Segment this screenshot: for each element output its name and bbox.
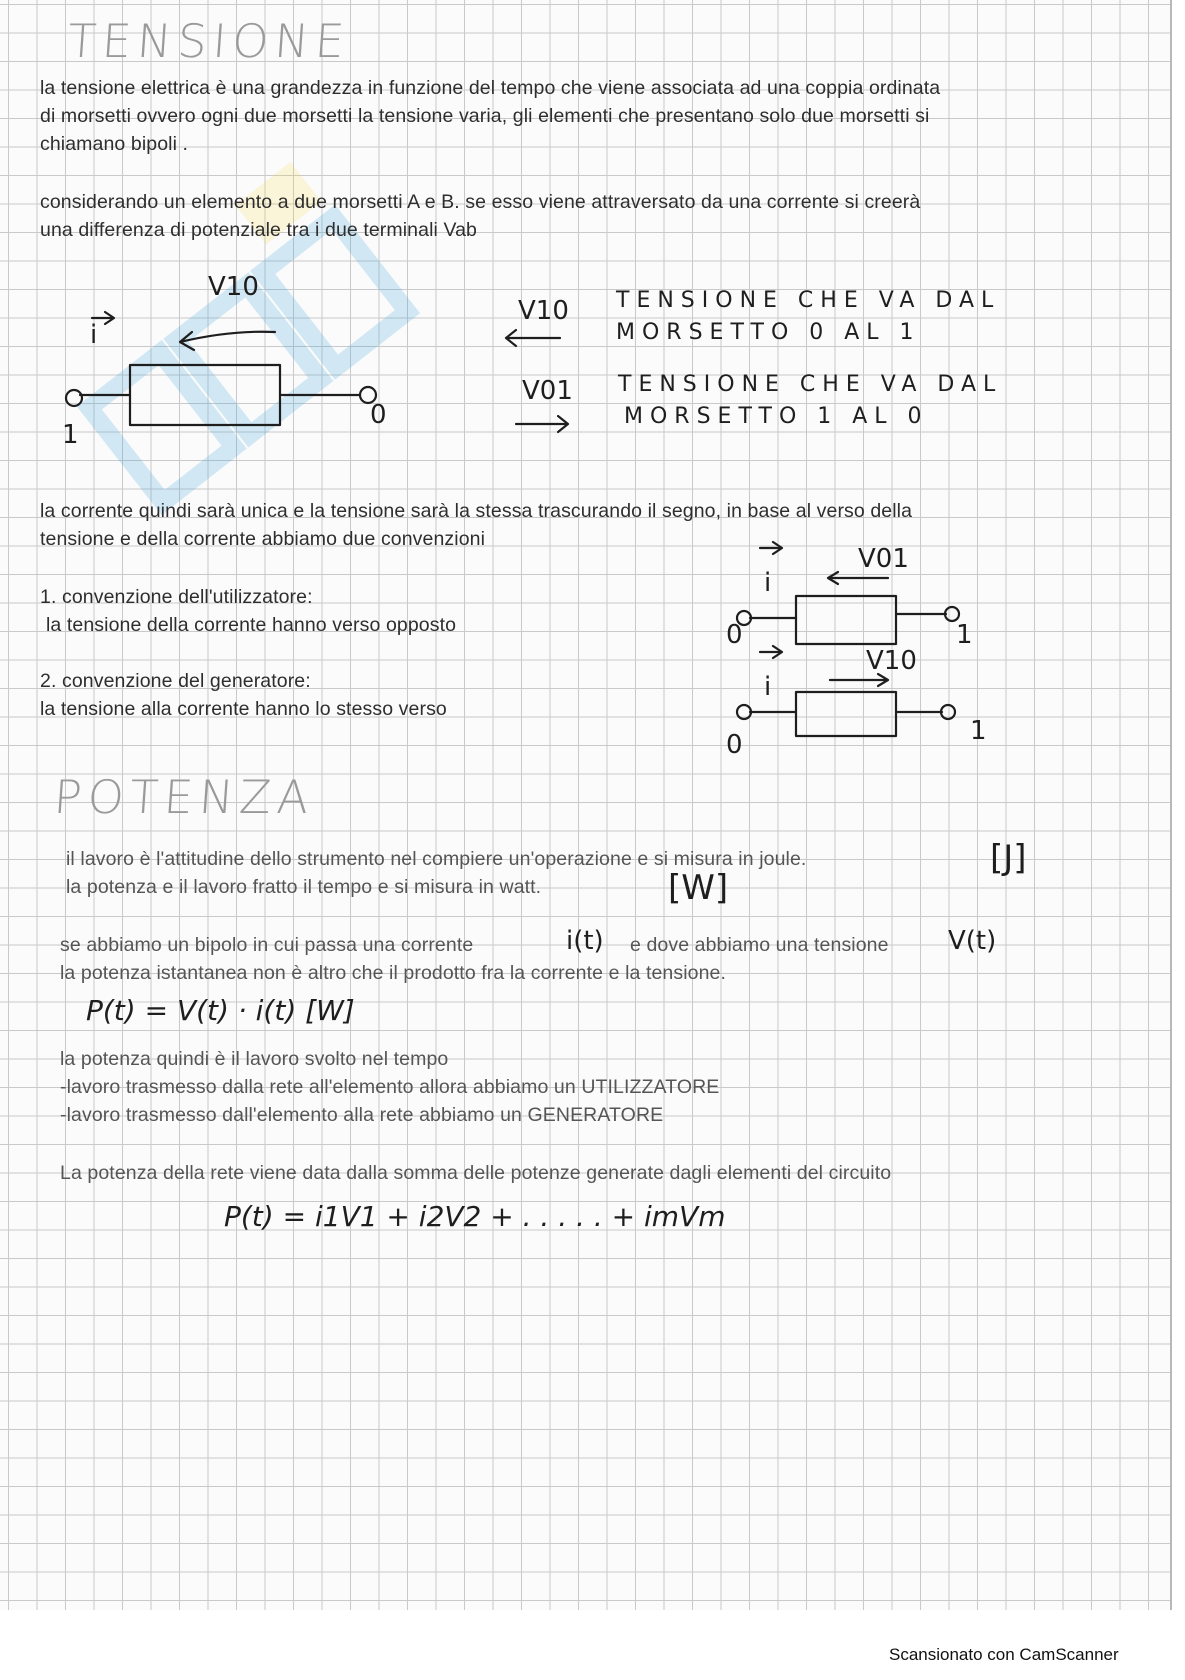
arrow-right-icon bbox=[516, 416, 568, 432]
handwritten-v-t: V(t) bbox=[948, 926, 997, 956]
potenza-line3b: e dove abbiamo una tensione bbox=[630, 934, 889, 956]
diagram-node-1: 1 bbox=[62, 420, 79, 450]
title-tensione: TENSIONE bbox=[66, 14, 352, 68]
note-arrow-right bbox=[510, 408, 580, 438]
sheet-edge bbox=[1170, 0, 1172, 1610]
current-arrow-icon bbox=[760, 646, 782, 658]
left-terminal bbox=[66, 390, 82, 406]
title-potenza: POTENZA bbox=[52, 770, 317, 824]
formula-power: P(t) = V(t) · i(t) [W] bbox=[86, 994, 355, 1027]
tensione-p2-line2: una differenza di potenziale tra i due terminali Vab bbox=[40, 219, 477, 241]
diagram-label-v10: V10 bbox=[208, 272, 259, 302]
conv-label-i-bottom: i bbox=[764, 672, 772, 702]
resistor-box-top bbox=[796, 596, 896, 644]
tensione-p3-line1: la corrente quindi sarà unica e la tensione sarà la stessa trascurando il segno, in base al verso della bbox=[40, 500, 913, 522]
handwritten-i-t: i(t) bbox=[566, 926, 604, 956]
diagram-label-i: i bbox=[90, 320, 98, 350]
potenza-line6: -lavoro trasmesso dalla rete all'elemento allora abbiamo un UTILIZZATORE bbox=[60, 1076, 720, 1098]
conv2-text: la tensione alla corrente hanno lo stesso verso bbox=[40, 698, 447, 720]
tensione-p1-line1: la tensione elettrica è una grandezza in funzione del tempo che viene associata ad una coppia ordinata bbox=[40, 77, 941, 99]
unit-watt: [W] bbox=[668, 868, 729, 908]
conv-node-1-top: 1 bbox=[956, 620, 973, 650]
tensione-p2-line1: considerando un elemento a due morsetti A e B. se esso viene attraversato da una corrente si creerà bbox=[40, 191, 921, 213]
conv-label-v01: V01 bbox=[858, 544, 909, 574]
note1-line1: TENSIONE CHE VA DAL bbox=[616, 288, 1001, 313]
resistor-box bbox=[130, 365, 280, 425]
current-arrow-icon bbox=[760, 542, 782, 554]
conventions-diagram bbox=[720, 540, 990, 750]
potenza-line7: -lavoro trasmesso dall'elemento alla rete abbiamo un GENERATORE bbox=[60, 1104, 664, 1126]
resistor-box-bottom bbox=[796, 692, 896, 736]
potenza-line5: la potenza quindi è il lavoro svolto nel tempo bbox=[60, 1048, 449, 1070]
conv1-text: la tensione della corrente hanno verso opposto bbox=[46, 614, 457, 636]
conv1-title: 1. convenzione dell'utilizzatore: bbox=[40, 586, 313, 608]
note2-line1: TENSIONE CHE VA DAL bbox=[618, 372, 1003, 397]
potenza-line4: la potenza istantanea non è altro che il prodotto fra la corrente e la tensione. bbox=[60, 962, 727, 984]
note-arrow-left bbox=[500, 322, 570, 352]
note2-line2: MORSETTO 1 AL 0 bbox=[624, 404, 929, 429]
tensione-p1-line3: chiamano bipoli . bbox=[40, 133, 189, 155]
tensione-p1-line2: di morsetti ovvero ogni due morsetti la tensione varia, gli elementi che presentano solo due morsetti si bbox=[40, 105, 930, 127]
note-label-v01: V01 bbox=[522, 376, 573, 406]
note1-line2: MORSETTO 0 AL 1 bbox=[616, 320, 921, 345]
conv-label-i-top: i bbox=[764, 568, 772, 598]
conv-node-0-bottom: 0 bbox=[726, 730, 743, 760]
potenza-line8: La potenza della rete viene data dalla somma delle potenze generate dagli elementi del circuito bbox=[60, 1162, 892, 1184]
conv2-title: 2. convenzione del generatore: bbox=[40, 670, 311, 692]
unit-joule: [J] bbox=[990, 838, 1027, 878]
formula-sum: P(t) = i1V1 + i2V2 + . . . . . + imVm bbox=[224, 1200, 726, 1233]
conv-label-v10: V10 bbox=[866, 646, 917, 676]
note-label-v10: V10 bbox=[518, 296, 569, 326]
scanner-footer: Scansionato con CamScanner bbox=[889, 1645, 1119, 1664]
potenza-line2: la potenza e il lavoro fratto il tempo e si misura in watt. bbox=[66, 876, 542, 898]
potenza-line3: se abbiamo un bipolo in cui passa una corrente bbox=[60, 934, 474, 956]
diagram-node-0: 0 bbox=[370, 400, 387, 430]
voltage-arrow-icon bbox=[180, 332, 275, 350]
arrow-left-icon bbox=[506, 330, 560, 346]
conv-node-1-bottom: 1 bbox=[970, 716, 987, 746]
tensione-p3-line2: tensione e della corrente abbiamo due convenzioni bbox=[40, 528, 486, 550]
potenza-line1: il lavoro è l'attitudine dello strumento nel compiere un'operazione e si misura in joule. bbox=[66, 848, 807, 870]
conv-node-0-top: 0 bbox=[726, 620, 743, 650]
